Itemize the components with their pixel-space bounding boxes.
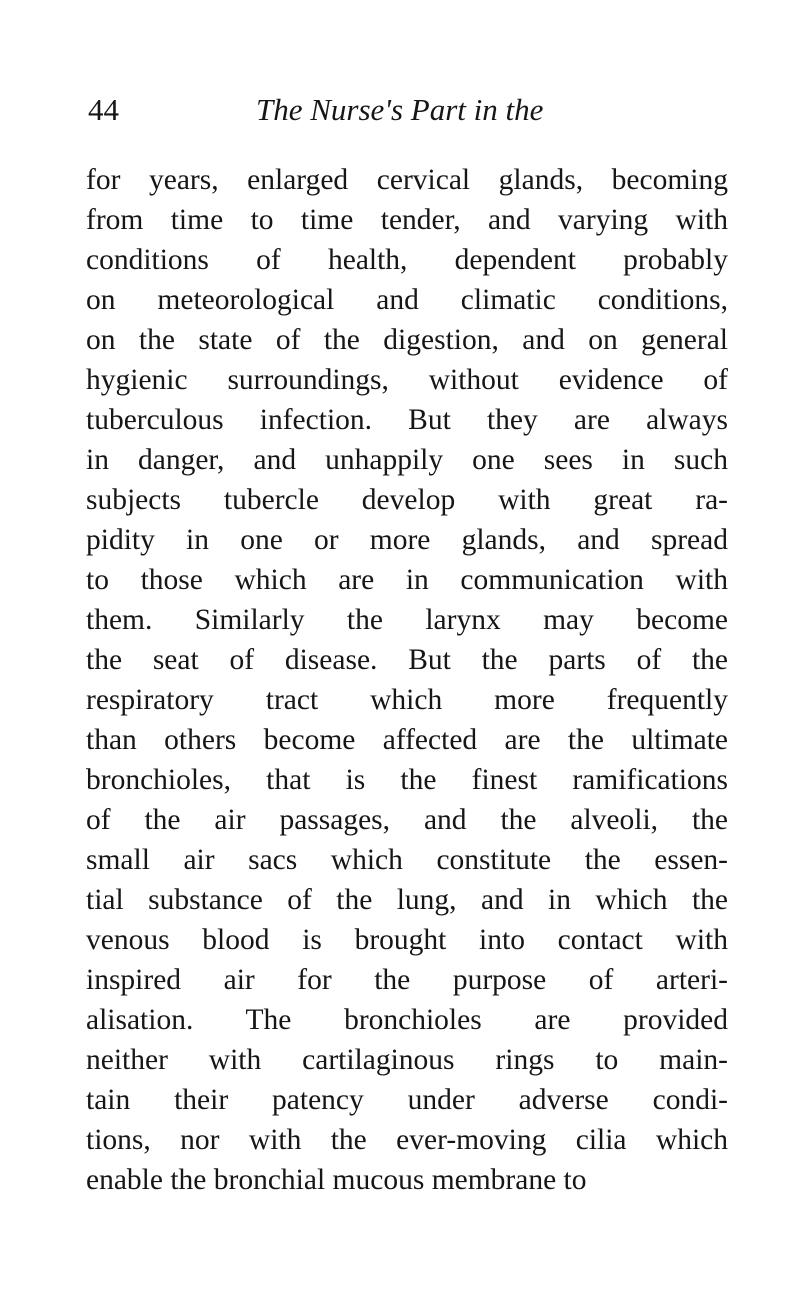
page-header: [88, 92, 714, 136]
text-line: conditions of health, dependent probably: [86, 244, 728, 276]
text-line: subjects tubercle develop with great ra-: [86, 484, 728, 516]
text-line: respiratory tract which more frequently: [86, 684, 728, 716]
text-line: bronchioles, that is the finest ramifications: [86, 764, 728, 796]
text-line: venous blood is brought into contact with: [86, 924, 728, 956]
text-line: them. Similarly the larynx may become: [86, 604, 728, 636]
text-line: tions, nor with the ever-moving cilia which: [86, 1124, 728, 1156]
text-line: small air sacs which constitute the essen-: [86, 844, 728, 876]
text-line: to those which are in communication with: [86, 564, 728, 596]
text-line: neither with cartilaginous rings to main-: [86, 1044, 728, 1076]
running-title: The Nurse's Part in the: [256, 92, 544, 127]
text-line: alisation. The bronchioles are provided: [86, 1004, 728, 1036]
body-text: [86, 160, 728, 1200]
text-line: tain their patency under adverse condi-: [86, 1084, 728, 1116]
text-line: in danger, and unhappily one sees in such: [86, 444, 728, 476]
text-line: tuberculous infection. But they are always: [86, 404, 728, 436]
text-line: from time to time tender, and varying with: [86, 204, 728, 236]
text-line: enable the bronchial mucous membrane to: [86, 1164, 587, 1196]
page-number: 44: [88, 92, 119, 127]
text-line: tial substance of the lung, and in which the: [86, 884, 728, 916]
text-line: on meteorological and climatic conditions,: [86, 284, 728, 316]
text-line: inspired air for the purpose of arteri-: [86, 964, 728, 996]
text-line: than others become affected are the ultimate: [86, 724, 728, 756]
text-line: on the state of the digestion, and on general: [86, 324, 728, 356]
text-line: of the air passages, and the alveoli, the: [86, 804, 728, 836]
text-line: hygienic surroundings, without evidence of: [86, 364, 728, 396]
text-line: pidity in one or more glands, and spread: [86, 524, 728, 556]
text-line: for years, enlarged cervical glands, becoming: [86, 164, 728, 196]
text-line: the seat of disease. But the parts of the: [86, 644, 728, 676]
